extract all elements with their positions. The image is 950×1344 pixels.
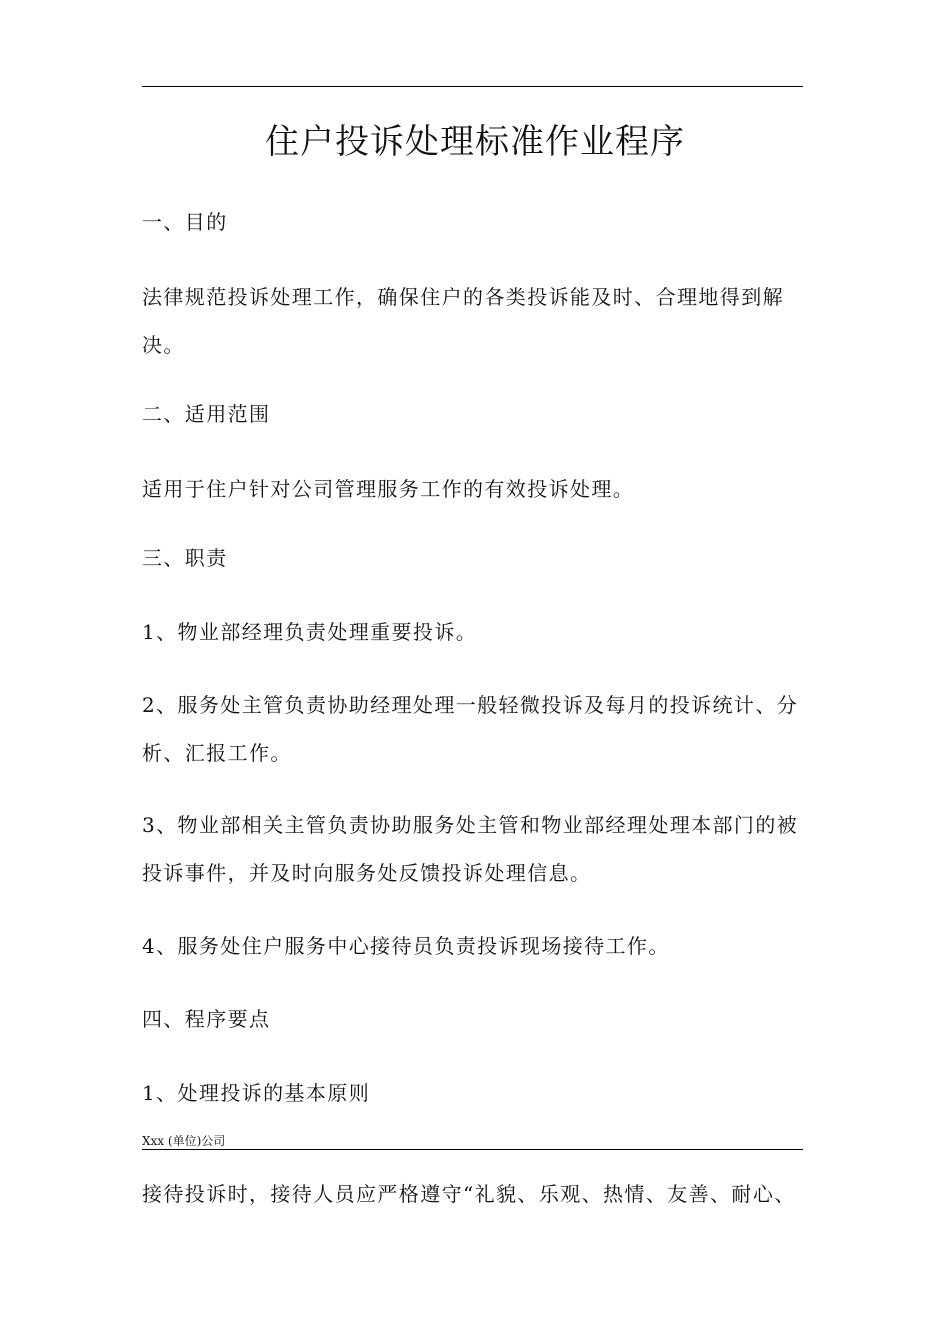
duty-item-1: 1、物业部经理负责处理重要投诉。 [142,620,478,644]
section-heading-procedure: 四、程序要点 [142,1007,271,1031]
document-title: 住户投诉处理标准作业程序 [265,122,685,162]
paragraph-purpose: 法律规范投诉处理工作，确保住户的各类投诉能及时、合理地得到解决。 [142,285,784,357]
procedure-item-1: 1、处理投诉的基本原则 [142,1081,371,1105]
footer-company: Xxx (单位)公司 [142,1134,226,1148]
duty-item-2: 2、服务处主管负责协助经理处理一般轻微投诉及每月的投诉统计、分析、汇报工作。 [142,693,799,765]
duty-item-3: 3、物业部相关主管负责协助服务处主管和物业部经理处理本部门的被投诉事件，并及时向服务处反馈投诉处理信息。 [142,813,799,885]
section-heading-duties: 三、职责 [142,546,228,570]
section-heading-scope: 二、适用范围 [142,402,271,426]
paragraph-scope: 适用于住户针对公司管理服务工作的有效投诉处理。 [142,477,635,501]
paragraph-reception: 接待投诉时，接待人员应严格遵守“礼貌、乐观、热情、友善、耐心、 [142,1182,796,1206]
duty-item-4: 4、服务处住户服务中心接待员负责投诉现场接待工作。 [142,934,670,958]
footer-rule [142,1149,803,1150]
header-rule [142,86,803,87]
section-heading-purpose: 一、目的 [142,210,228,234]
